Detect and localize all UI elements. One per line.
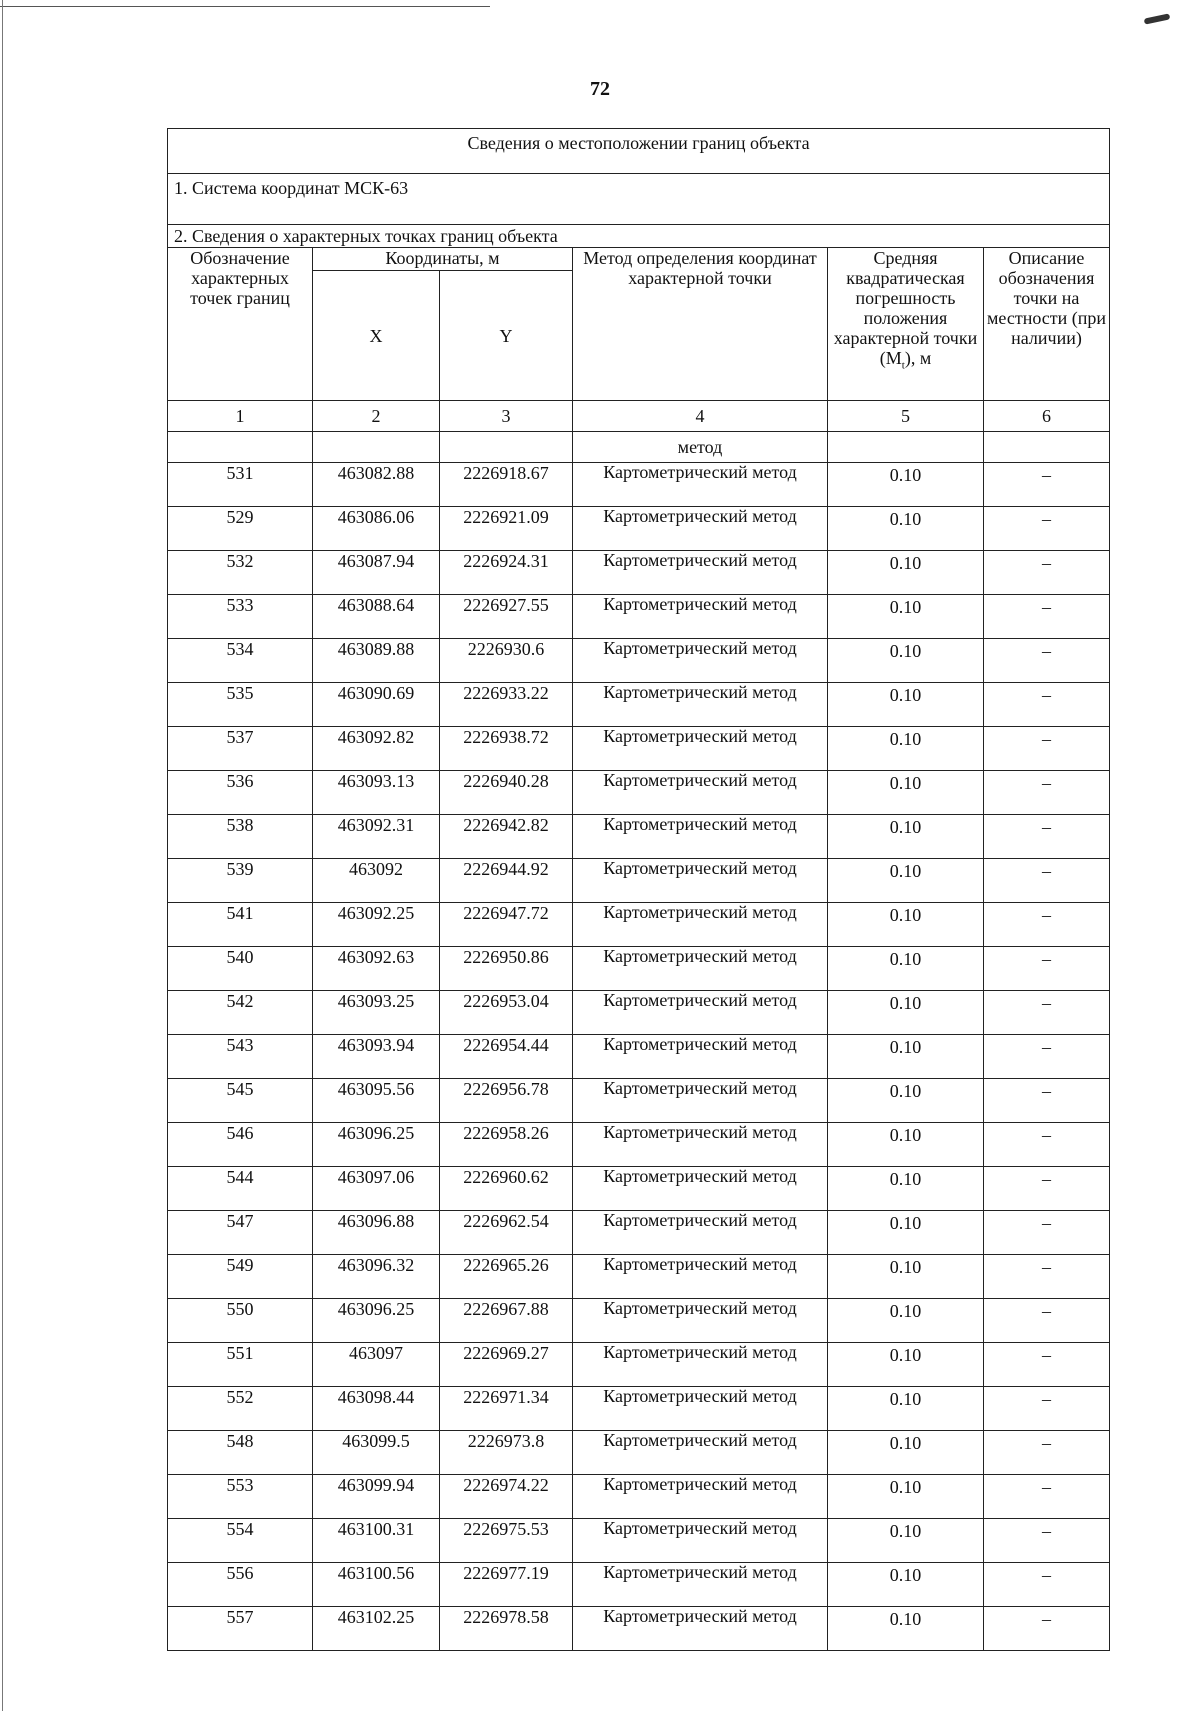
y-coordinate-cell: 2226940.28: [440, 771, 573, 815]
point-label-cell: 535: [168, 683, 313, 727]
method-cell: Картометрический метод: [573, 1035, 828, 1079]
x-coordinate-cell: 463088.64: [313, 595, 440, 639]
x-coordinate-cell: 463096.32: [313, 1255, 440, 1299]
error-cell: 0.10: [828, 639, 984, 683]
table-row: [168, 1431, 1110, 1475]
description-cell: –: [984, 1299, 1110, 1343]
table-row: [168, 1563, 1110, 1607]
point-label-cell: 542: [168, 991, 313, 1035]
x-coordinate-cell: 463082.88: [313, 463, 440, 507]
table-row: [168, 815, 1110, 859]
column-number-row: [168, 401, 1110, 432]
description-cell: –: [984, 1387, 1110, 1431]
y-coordinate-cell: 2226977.19: [440, 1563, 573, 1607]
method-cell: Картометрический метод: [573, 595, 828, 639]
x-coordinate-cell: 463095.56: [313, 1079, 440, 1123]
table-row: [168, 1211, 1110, 1255]
x-coordinate-cell: 463098.44: [313, 1387, 440, 1431]
method-cell: Картометрический метод: [573, 1431, 828, 1475]
description-cell: –: [984, 1035, 1110, 1079]
method-cell: Картометрический метод: [573, 463, 828, 507]
table-row: [168, 903, 1110, 947]
table-row: [168, 947, 1110, 991]
error-cell: 0.10: [828, 947, 984, 991]
x-coordinate-cell: 463100.31: [313, 1519, 440, 1563]
error-cell: 0.10: [828, 683, 984, 727]
y-coordinate-cell: 2226927.55: [440, 595, 573, 639]
error-cell: 0.10: [828, 1387, 984, 1431]
description-cell: –: [984, 1519, 1110, 1563]
y-coordinate-cell: 2226950.86: [440, 947, 573, 991]
error-cell: 0.10: [828, 595, 984, 639]
x-coordinate-cell: 463092.82: [313, 727, 440, 771]
header-x: X: [313, 271, 440, 401]
description-cell: –: [984, 1255, 1110, 1299]
description-cell: –: [984, 463, 1110, 507]
description-cell: –: [984, 551, 1110, 595]
y-coordinate-cell: 2226918.67: [440, 463, 573, 507]
y-coordinate-cell: 2226930.6: [440, 639, 573, 683]
table-row: [168, 463, 1110, 507]
point-label-cell: 534: [168, 639, 313, 683]
method-cell: Картометрический метод: [573, 859, 828, 903]
y-coordinate-cell: 2226973.8: [440, 1431, 573, 1475]
description-cell: –: [984, 683, 1110, 727]
page-number: 72: [590, 78, 610, 100]
table-row: [168, 771, 1110, 815]
table-row: [168, 639, 1110, 683]
point-label-cell: 557: [168, 1607, 313, 1651]
x-coordinate-cell: 463090.69: [313, 683, 440, 727]
point-label-cell: 546: [168, 1123, 313, 1167]
continuation-row: [168, 432, 1110, 463]
point-label-cell: 544: [168, 1167, 313, 1211]
method-cell: Картометрический метод: [573, 1475, 828, 1519]
column-number: 3: [440, 401, 573, 432]
description-cell: –: [984, 1167, 1110, 1211]
x-coordinate-cell: 463097: [313, 1343, 440, 1387]
y-coordinate-cell: 2226947.72: [440, 903, 573, 947]
error-cell: 0.10: [828, 1255, 984, 1299]
point-label-cell: 548: [168, 1431, 313, 1475]
table-row: [168, 1387, 1110, 1431]
y-coordinate-cell: 2226938.72: [440, 727, 573, 771]
error-cell: 0.10: [828, 1431, 984, 1475]
y-coordinate-cell: 2226962.54: [440, 1211, 573, 1255]
method-cell: Картометрический метод: [573, 815, 828, 859]
column-number: 4: [573, 401, 828, 432]
point-label-cell: 554: [168, 1519, 313, 1563]
error-cell: 0.10: [828, 1211, 984, 1255]
method-cell: Картометрический метод: [573, 947, 828, 991]
y-coordinate-cell: 2226942.82: [440, 815, 573, 859]
error-cell: 0.10: [828, 1299, 984, 1343]
point-label-cell: 550: [168, 1299, 313, 1343]
y-coordinate-cell: 2226971.34: [440, 1387, 573, 1431]
method-cell: Картометрический метод: [573, 1299, 828, 1343]
point-label-cell: 533: [168, 595, 313, 639]
description-cell: –: [984, 947, 1110, 991]
x-coordinate-cell: 463093.13: [313, 771, 440, 815]
point-label-cell: 551: [168, 1343, 313, 1387]
error-cell: 0.10: [828, 1035, 984, 1079]
table-caption: Сведения о местоположении границ объекта: [168, 129, 1110, 174]
y-coordinate-cell: 2226965.26: [440, 1255, 573, 1299]
y-coordinate-cell: 2226924.31: [440, 551, 573, 595]
table-row: [168, 1343, 1110, 1387]
description-cell: –: [984, 727, 1110, 771]
description-cell: –: [984, 595, 1110, 639]
method-cell: Картометрический метод: [573, 903, 828, 947]
table-row: [168, 859, 1110, 903]
x-coordinate-cell: 463100.56: [313, 1563, 440, 1607]
y-coordinate-cell: 2226974.22: [440, 1475, 573, 1519]
error-cell: 0.10: [828, 1343, 984, 1387]
table-row: [168, 551, 1110, 595]
point-label-cell: 531: [168, 463, 313, 507]
method-cell: Картометрический метод: [573, 771, 828, 815]
y-coordinate-cell: 2226978.58: [440, 1607, 573, 1651]
point-label-cell: 552: [168, 1387, 313, 1431]
table-row: [168, 683, 1110, 727]
description-cell: –: [984, 1123, 1110, 1167]
x-coordinate-cell: 463099.94: [313, 1475, 440, 1519]
table-row: [168, 1167, 1110, 1211]
error-cell: 0.10: [828, 903, 984, 947]
error-cell: 0.10: [828, 815, 984, 859]
method-cell: Картометрический метод: [573, 1387, 828, 1431]
method-cell: Картометрический метод: [573, 683, 828, 727]
error-cell: 0.10: [828, 551, 984, 595]
column-number: 5: [828, 401, 984, 432]
error-cell: 0.10: [828, 1123, 984, 1167]
header-description: Описание обозначения точки на местности (при наличии): [984, 248, 1110, 401]
description-cell: –: [984, 639, 1110, 683]
y-coordinate-cell: 2226954.44: [440, 1035, 573, 1079]
description-cell: –: [984, 859, 1110, 903]
y-coordinate-cell: 2226953.04: [440, 991, 573, 1035]
description-cell: –: [984, 1079, 1110, 1123]
table-row: [168, 595, 1110, 639]
table-row: [168, 991, 1110, 1035]
method-cell: Картометрический метод: [573, 1607, 828, 1651]
x-coordinate-cell: 463102.25: [313, 1607, 440, 1651]
method-cell: Картометрический метод: [573, 1519, 828, 1563]
point-label-cell: 547: [168, 1211, 313, 1255]
point-label-cell: 556: [168, 1563, 313, 1607]
x-coordinate-cell: 463096.25: [313, 1123, 440, 1167]
method-cell: Картометрический метод: [573, 1563, 828, 1607]
error-cell: 0.10: [828, 859, 984, 903]
description-cell: –: [984, 903, 1110, 947]
header-point-label: Обозначение характерных точек границ: [168, 248, 313, 401]
x-coordinate-cell: 463092.25: [313, 903, 440, 947]
point-label-cell: 538: [168, 815, 313, 859]
x-coordinate-cell: 463093.94: [313, 1035, 440, 1079]
boundary-points-table: [167, 128, 1110, 1651]
description-cell: –: [984, 1563, 1110, 1607]
y-coordinate-cell: 2226975.53: [440, 1519, 573, 1563]
scan-mark: [1144, 13, 1171, 24]
table-row: [168, 1519, 1110, 1563]
description-cell: –: [984, 815, 1110, 859]
description-cell: –: [984, 1607, 1110, 1651]
error-cell: 0.10: [828, 771, 984, 815]
method-cell: Картометрический метод: [573, 1123, 828, 1167]
y-coordinate-cell: 2226967.88: [440, 1299, 573, 1343]
x-coordinate-cell: 463092: [313, 859, 440, 903]
error-cell: 0.10: [828, 1519, 984, 1563]
description-cell: –: [984, 991, 1110, 1035]
column-number: 1: [168, 401, 313, 432]
error-cell: 0.10: [828, 463, 984, 507]
table-row: [168, 1475, 1110, 1519]
point-label-cell: 541: [168, 903, 313, 947]
table-row: [168, 507, 1110, 551]
method-cell: Картометрический метод: [573, 639, 828, 683]
method-cell: Картометрический метод: [573, 551, 828, 595]
x-coordinate-cell: 463099.5: [313, 1431, 440, 1475]
description-cell: –: [984, 1475, 1110, 1519]
table-row: [168, 1299, 1110, 1343]
error-cell: 0.10: [828, 507, 984, 551]
x-coordinate-cell: 463092.31: [313, 815, 440, 859]
error-cell: 0.10: [828, 1079, 984, 1123]
point-label-cell: 545: [168, 1079, 313, 1123]
method-cell: Картометрический метод: [573, 507, 828, 551]
y-coordinate-cell: 2226960.62: [440, 1167, 573, 1211]
description-cell: –: [984, 1431, 1110, 1475]
point-label-cell: 537: [168, 727, 313, 771]
table-row: [168, 727, 1110, 771]
method-cell: Картометрический метод: [573, 727, 828, 771]
error-cell: 0.10: [828, 1167, 984, 1211]
column-number: 2: [313, 401, 440, 432]
x-coordinate-cell: 463097.06: [313, 1167, 440, 1211]
y-coordinate-cell: 2226933.22: [440, 683, 573, 727]
y-coordinate-cell: 2226921.09: [440, 507, 573, 551]
point-label-cell: 529: [168, 507, 313, 551]
description-cell: –: [984, 1343, 1110, 1387]
error-cell: 0.10: [828, 1607, 984, 1651]
error-cell: 0.10: [828, 1563, 984, 1607]
x-coordinate-cell: 463096.25: [313, 1299, 440, 1343]
method-cell: Картометрический метод: [573, 991, 828, 1035]
x-coordinate-cell: 463086.06: [313, 507, 440, 551]
header-method: Метод определения координат характерной точки: [573, 248, 828, 401]
x-coordinate-cell: 463092.63: [313, 947, 440, 991]
point-label-cell: 540: [168, 947, 313, 991]
table-row: [168, 1035, 1110, 1079]
x-coordinate-cell: 463096.88: [313, 1211, 440, 1255]
point-label-cell: 532: [168, 551, 313, 595]
error-cell: 0.10: [828, 1475, 984, 1519]
point-label-cell: 536: [168, 771, 313, 815]
method-cell: Картометрический метод: [573, 1343, 828, 1387]
y-coordinate-cell: 2226969.27: [440, 1343, 573, 1387]
method-cell: Картометрический метод: [573, 1211, 828, 1255]
table-row: [168, 1123, 1110, 1167]
point-label-cell: 539: [168, 859, 313, 903]
table-row: [168, 1607, 1110, 1651]
method-cell: Картометрический метод: [573, 1079, 828, 1123]
point-label-cell: 549: [168, 1255, 313, 1299]
point-label-cell: 543: [168, 1035, 313, 1079]
y-coordinate-cell: 2226944.92: [440, 859, 573, 903]
table-row: [168, 1079, 1110, 1123]
table-row: [168, 1255, 1110, 1299]
scan-edge-top: [0, 6, 490, 7]
header-y: Y: [440, 271, 573, 401]
description-cell: –: [984, 507, 1110, 551]
column-number: 6: [984, 401, 1110, 432]
y-coordinate-cell: 2226956.78: [440, 1079, 573, 1123]
description-cell: –: [984, 1211, 1110, 1255]
y-coordinate-cell: 2226958.26: [440, 1123, 573, 1167]
x-coordinate-cell: 463093.25: [313, 991, 440, 1035]
coordinate-system: 1. Система координат МСК-63: [168, 174, 1110, 225]
section-title: 2. Сведения о характерных точках границ объекта: [168, 225, 1110, 248]
x-coordinate-cell: 463087.94: [313, 551, 440, 595]
header-coordinates: Координаты, м: [313, 248, 573, 271]
header-error: Средняя квадратическая погрешность положения характерной точки $(M_t)$, м: [828, 248, 984, 401]
scan-edge-left: [2, 0, 3, 1711]
method-cell: Картометрический метод: [573, 1255, 828, 1299]
continuation-text: метод: [573, 432, 828, 463]
point-label-cell: 553: [168, 1475, 313, 1519]
error-cell: 0.10: [828, 727, 984, 771]
x-coordinate-cell: 463089.88: [313, 639, 440, 683]
error-cell: 0.10: [828, 991, 984, 1035]
method-cell: Картометрический метод: [573, 1167, 828, 1211]
description-cell: –: [984, 771, 1110, 815]
